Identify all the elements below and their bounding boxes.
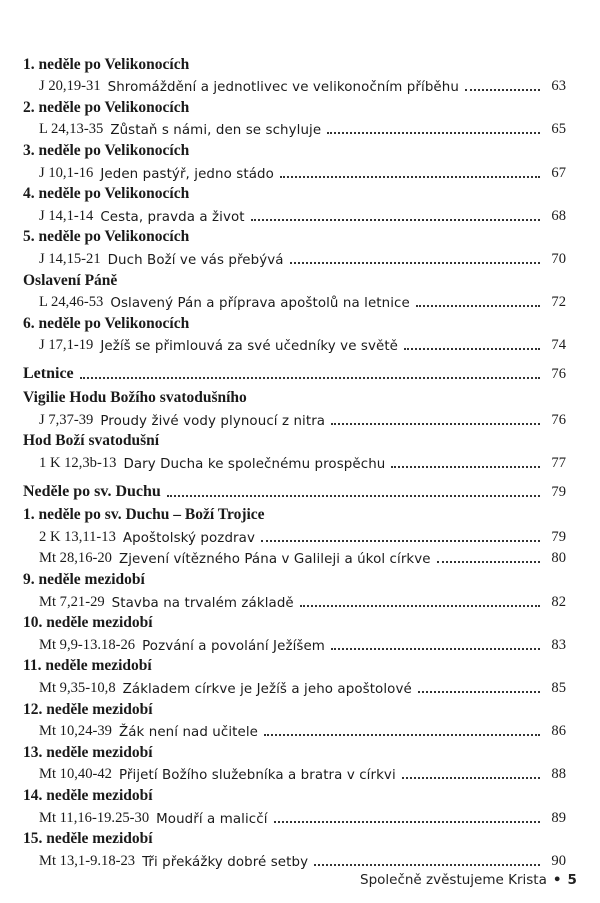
toc-heading: 9. neděle mezidobí (23, 571, 145, 589)
toc-entry[interactable] (23, 247, 566, 269)
toc-heading: 3. neděle po Velikonocích (23, 141, 190, 159)
toc-heading: 4. neděle po Velikonocích (23, 185, 190, 203)
bible-reference: L 24,46-53 (39, 294, 104, 311)
toc-entry[interactable] (23, 408, 566, 430)
toc-section-nedele-po-sv-duchu[interactable] (23, 473, 566, 504)
dot-leader (274, 821, 540, 823)
toc-entry[interactable] (23, 204, 566, 226)
bible-reference: Mt 9,35-10,8 (39, 680, 116, 697)
entry-title: Zůstaň s námi, den se schyluje (110, 123, 322, 139)
bible-reference: J 14,1-14 (39, 207, 94, 224)
dot-leader (314, 864, 540, 866)
entry-title: Apoštolský pozdrav (122, 530, 255, 546)
entry-title: Tři překážky dobré setby (142, 854, 309, 870)
entry-title: Pozvání a povolání Ježíšem (142, 638, 325, 654)
dot-leader (327, 132, 540, 134)
bible-reference: Mt 11,16-19.25-30 (39, 809, 150, 826)
toc-section-letnice[interactable] (23, 355, 566, 386)
dot-leader (280, 176, 540, 178)
bible-reference: 1 K 12,3b-13 (39, 454, 117, 471)
toc-heading: Vigilie Hodu Božího svatodušního (23, 388, 247, 406)
toc-entry[interactable] (23, 451, 566, 473)
bible-reference: Mt 10,24-39 (39, 723, 112, 740)
toc-heading: 1. neděle po Velikonocích (23, 55, 190, 73)
dot-leader (264, 734, 540, 736)
page-number: 72 (551, 294, 566, 311)
dot-leader (331, 648, 540, 650)
dot-leader (300, 605, 540, 607)
toc-entry[interactable] (23, 806, 566, 828)
entry-title: Přijetí Božího služebníka a bratra v církvi (118, 768, 396, 784)
toc-entry[interactable] (23, 75, 566, 97)
toc-heading: 13. neděle mezidobí (23, 743, 153, 761)
toc-heading: 5. neděle po Velikonocích (23, 228, 190, 246)
dot-leader (80, 377, 540, 379)
page-number: 77 (551, 454, 566, 471)
dot-leader (465, 89, 540, 91)
toc-heading: 14. neděle mezidobí (23, 787, 153, 804)
entry-title: Základem církve je Ježíš a jeho apoštolové (122, 682, 412, 698)
page-number: 80 (551, 550, 566, 567)
toc-heading: 2. neděle po Velikonocích (23, 98, 190, 116)
bible-reference: 2 K 13,11-13 (39, 528, 116, 545)
page-number: 86 (551, 723, 566, 740)
toc-heading: 15. neděle mezidobí (23, 830, 153, 848)
toc-entry[interactable] (23, 849, 566, 871)
section-title: Neděle po sv. Duchu (23, 482, 161, 500)
entry-title: Duch Boží ve vás přebývá (107, 252, 284, 268)
toc-entry[interactable] (23, 118, 566, 140)
bible-reference: J 7,37-39 (39, 411, 94, 428)
bible-reference: Mt 9,9-13.18-26 (39, 636, 136, 653)
page-number: 76 (551, 366, 566, 383)
page-number: 65 (551, 121, 566, 138)
bible-reference: Mt 13,1-9.18-23 (39, 852, 136, 869)
dot-leader (416, 305, 540, 307)
entry-title: Ježíš se přimlouvá za své učedníky ve světě (100, 339, 399, 355)
toc-entry[interactable] (23, 676, 566, 698)
entry-title: Stavba na trvalém základě (111, 595, 294, 611)
page-number: 85 (551, 680, 566, 697)
page-number: 79 (551, 483, 566, 500)
entry-title: Oslavený Pán a příprava apoštolů na letnice (110, 296, 410, 312)
toc-entry[interactable] (23, 334, 566, 356)
entry-title: Moudří a malicčí (156, 811, 268, 827)
entry-title: Žák není nad učitele (118, 725, 259, 741)
toc-entry[interactable] (23, 525, 566, 547)
toc-heading: 11. neděle mezidobí (23, 657, 152, 675)
dot-leader (437, 561, 540, 563)
toc-entry[interactable] (23, 633, 566, 655)
toc-entry[interactable] (23, 161, 566, 183)
page-number: 83 (551, 636, 566, 653)
entry-title: Zjevení vítězného Pána v Galileji a úkol církve (118, 552, 431, 568)
page-number: 74 (551, 337, 566, 354)
page-number: 67 (551, 164, 566, 181)
entry-title: Shromáždění a jednotlivec ve velikonočním příběhu (107, 80, 459, 96)
page-number: 89 (551, 809, 566, 826)
page-number: 76 (551, 411, 566, 428)
toc-entry[interactable] (23, 763, 566, 785)
toc-heading: 1. neděle po sv. Duchu – Boží Trojice (23, 506, 265, 524)
page-number: 63 (551, 78, 566, 95)
bible-reference: J 17,1-19 (39, 337, 94, 354)
toc-entry[interactable] (23, 291, 566, 313)
dot-leader (404, 348, 540, 350)
page-number: 79 (551, 528, 566, 545)
page-number: 90 (551, 852, 566, 869)
bible-reference: Mt 28,16-20 (39, 550, 112, 567)
entry-title: Cesta, pravda a život (100, 209, 245, 225)
toc-entry[interactable] (23, 547, 566, 569)
toc-entry[interactable] (23, 720, 566, 742)
bible-reference: J 14,15-21 (39, 250, 101, 267)
dot-leader (261, 540, 540, 542)
toc-entry[interactable] (23, 590, 566, 612)
entry-title: Jeden pastýř, jedno stádo (100, 166, 274, 182)
folio-number: 5 (567, 872, 577, 888)
dot-leader (290, 262, 540, 264)
page-number: 82 (551, 593, 566, 610)
toc-heading: Oslavení Páně (23, 271, 118, 289)
footer-book-title: Společně zvěstujeme Krista (360, 872, 547, 888)
entry-title: Proudy živé vody plynoucí z nitra (100, 413, 326, 429)
entry-title: Dary Ducha ke společnému prospěchu (123, 456, 386, 472)
toc-heading: 10. neděle mezidobí (23, 614, 153, 632)
bible-reference: Mt 7,21-29 (39, 593, 105, 610)
table-of-contents (23, 53, 566, 871)
page-number: 68 (551, 207, 566, 224)
dot-leader (418, 691, 540, 693)
bible-reference: J 20,19-31 (39, 78, 101, 95)
dot-leader (402, 777, 540, 779)
toc-heading: 12. neděle mezidobí (23, 700, 153, 718)
dot-leader (331, 423, 540, 425)
bible-reference: L 24,13-35 (39, 121, 104, 138)
bible-reference: Mt 10,40-42 (39, 766, 112, 783)
bible-reference: J 10,1-16 (39, 164, 94, 181)
dot-leader (251, 219, 540, 221)
dot-leader (167, 495, 540, 497)
toc-heading: 6. neděle po Velikonocích (23, 314, 190, 332)
dot-leader (391, 466, 540, 468)
page-number: 70 (551, 250, 566, 267)
section-title: Letnice (23, 365, 74, 383)
bullet-icon: • (552, 872, 562, 888)
running-footer (360, 872, 577, 888)
page-number: 88 (551, 766, 566, 783)
toc-heading: Hod Boží svatodušní (23, 432, 160, 450)
